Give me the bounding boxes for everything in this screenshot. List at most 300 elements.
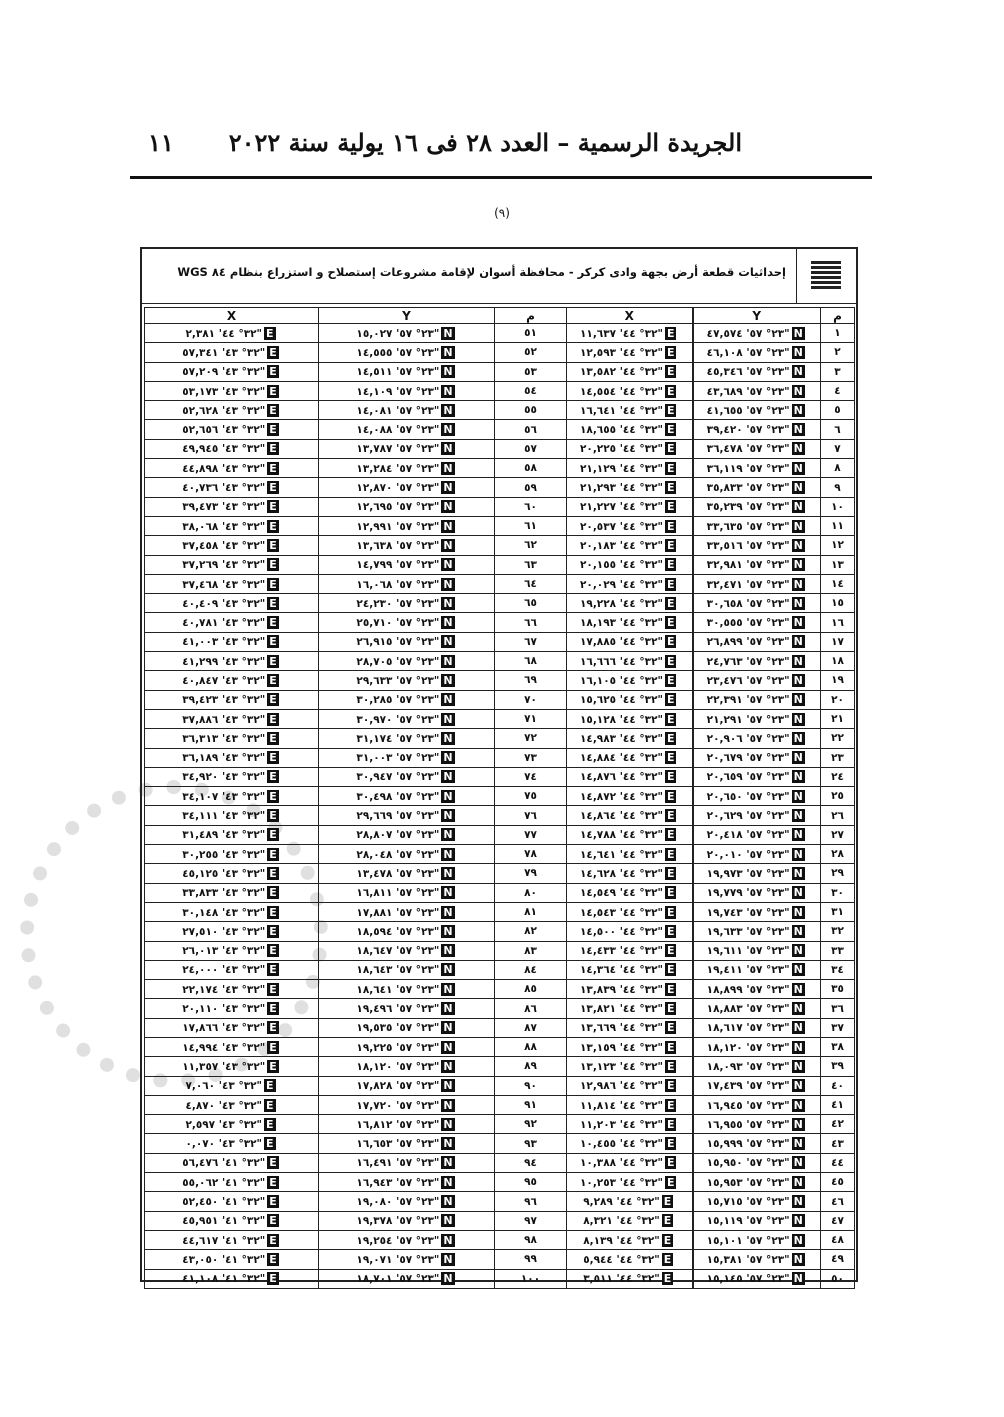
- point-index: ١: [821, 324, 855, 343]
- latitude-cell-value: ٢٣° ٥٧' ١٩,٦٣٣": [706, 925, 790, 938]
- latitude-cell-value: ٢٣° ٥٧' ٢٠,٦٥٠": [706, 790, 790, 803]
- point-index: ١٩: [821, 671, 855, 690]
- point-index: ٩٣: [495, 1134, 567, 1153]
- longitude-cell-value: ٣٢° ٤٣' ٣٠,١٤٨": [182, 906, 266, 919]
- latitude-cell-value: ٢٣° ٥٧' ٢٠,٦٢٩": [706, 810, 790, 823]
- latitude-cell: [319, 1230, 495, 1249]
- hemisphere-label: N: [793, 673, 803, 687]
- hemisphere-label: N: [443, 596, 453, 610]
- latitude-cell: [693, 343, 821, 362]
- table-row: [145, 825, 855, 844]
- table-row: [145, 1211, 855, 1230]
- hemisphere-label: E: [666, 345, 675, 359]
- latitude-cell: [693, 690, 821, 709]
- latitude-cell-value: ٢٣° ٥٧' ٢٢,٣٩١": [706, 694, 790, 707]
- latitude-cell: [693, 1211, 821, 1230]
- point-index: ٤: [821, 381, 855, 400]
- latitude-cell: [319, 825, 495, 844]
- longitude-cell-value: ٣٢° ٤٤' ٢١,٢٩٣": [580, 482, 663, 495]
- point-index: ١٤: [821, 574, 855, 593]
- hemisphere-label: N: [443, 500, 453, 514]
- table-row: [145, 690, 855, 709]
- latitude-cell-value: ٢٣° ٥٧' ١٩,٤٩٦": [356, 1003, 440, 1016]
- point-index: ٦٠: [495, 497, 567, 516]
- hemisphere-label: E: [666, 1175, 675, 1189]
- longitude-cell: [145, 883, 319, 902]
- longitude-cell-value: ٣٢° ٤٣' ٣١,٤٨٩": [182, 829, 266, 842]
- latitude-cell: [319, 613, 495, 632]
- longitude-cell: [145, 748, 319, 767]
- table-row: [145, 1153, 855, 1172]
- latitude-cell-value: ٢٣° ٥٧' ١٨,٨٨٣": [706, 1003, 790, 1016]
- latitude-cell-value: ٢٣° ٥٧' ١٦,٤٩١": [356, 1157, 440, 1170]
- latitude-cell: [693, 459, 821, 478]
- hemisphere-label: N: [793, 1195, 803, 1208]
- table-row: [145, 1057, 855, 1076]
- longitude-cell: [145, 980, 319, 999]
- longitude-cell-value: ٣٢° ٤٤' ١٦,١٠٥": [580, 674, 663, 687]
- longitude-cell-value: ٣٢° ٤٣' ٣٧,٢٦٩": [182, 559, 266, 572]
- point-index: ٨٩: [495, 1057, 567, 1076]
- latitude-cell: [319, 459, 495, 478]
- latitude-cell-value: ٢٣° ٥٧' ١٨,٠٩٣": [706, 1060, 790, 1073]
- longitude-cell: [145, 459, 319, 478]
- latitude-cell: [319, 748, 495, 767]
- latitude-cell-value: ٢٣° ٥٧' ٣٠,٥٥٥": [706, 617, 790, 630]
- longitude-cell: [567, 343, 693, 362]
- hemisphere-label: E: [666, 519, 675, 533]
- longitude-cell-value: ٣٢° ٤٣' ٢٤,٠٠٠": [182, 964, 266, 977]
- table-row: [145, 594, 855, 613]
- longitude-cell-value: ٣٢° ٤٣' ٣٤,١١١": [182, 810, 266, 823]
- latitude-cell: [693, 1134, 821, 1153]
- latitude-cell: [319, 497, 495, 516]
- longitude-cell: [567, 652, 693, 671]
- page-header: [130, 126, 872, 166]
- hemisphere-label: N: [793, 384, 803, 398]
- hemisphere-label: N: [793, 326, 803, 340]
- hemisphere-label: N: [793, 809, 803, 823]
- col-index2-header: م: [495, 308, 567, 324]
- table-row: [145, 960, 855, 979]
- hemisphere-label: N: [443, 1272, 453, 1286]
- latitude-cell: [319, 1192, 495, 1211]
- longitude-cell-value: ٣٢° ٤٣' ٣٧,٤٥٨": [182, 539, 266, 552]
- hemisphere-label: E: [269, 500, 277, 514]
- latitude-cell: [319, 401, 495, 420]
- longitude-cell: [145, 1269, 319, 1288]
- longitude-cell: [145, 401, 319, 420]
- hemisphere-label: N: [443, 809, 453, 823]
- latitude-cell: [693, 439, 821, 458]
- longitude-cell: [567, 767, 693, 786]
- latitude-cell: [693, 671, 821, 690]
- latitude-cell-value: ٢٣° ٥٧' ٢٨,٠٤٨": [356, 848, 440, 861]
- latitude-cell: [693, 401, 821, 420]
- latitude-cell-value: ٢٣° ٥٧' ٢٤,٧٦٣": [706, 655, 790, 668]
- point-index: ٩٠: [495, 1076, 567, 1095]
- longitude-cell-value: ٣٢° ٤٤' ١٢,٩٨٦": [580, 1080, 663, 1093]
- point-index: ٤٠: [821, 1076, 855, 1095]
- hemisphere-label: E: [269, 1214, 277, 1228]
- latitude-cell-value: ٢٣° ٥٧' ٣٣,٥١٦": [706, 539, 790, 552]
- longitude-cell-value: ٣٢° ٤٣' ٤٥,١٢٥": [182, 867, 266, 880]
- latitude-cell: [693, 652, 821, 671]
- hemisphere-label: E: [269, 770, 277, 784]
- longitude-cell-value: ٣٢° ٤٣' ٤,٨٧٠": [185, 1099, 263, 1112]
- hemisphere-label: E: [666, 1137, 675, 1151]
- longitude-cell: [145, 1211, 319, 1230]
- longitude-cell-value: ٣٢° ٤٣' ٤٠,٧٨١": [182, 617, 266, 630]
- point-index: ٩٤: [495, 1153, 567, 1172]
- latitude-cell-value: ٢٣° ٥٧' ٢٨,٧٠٥": [356, 655, 440, 668]
- latitude-cell-value: ٢٣° ٥٧' ٣١,٠٠٣": [356, 752, 440, 765]
- longitude-cell: [567, 536, 693, 555]
- latitude-cell: [319, 883, 495, 902]
- longitude-cell: [567, 1153, 693, 1172]
- latitude-cell-value: ٢٣° ٥٧' ١٩,٠٨٠": [356, 1196, 440, 1208]
- point-index: ٥: [821, 401, 855, 420]
- longitude-cell: [145, 690, 319, 709]
- point-index: ٦٩: [495, 671, 567, 690]
- longitude-cell: [567, 381, 693, 400]
- col-x2-header: X: [145, 308, 319, 324]
- latitude-cell-value: ٢٣° ٥٧' ٣٠,٢٨٥": [356, 694, 440, 707]
- latitude-cell: [693, 497, 821, 516]
- longitude-cell: [567, 980, 693, 999]
- latitude-cell: [693, 1115, 821, 1134]
- point-index: ٣٤: [821, 960, 855, 979]
- hemisphere-label: N: [443, 924, 453, 938]
- hemisphere-label: N: [793, 1252, 803, 1266]
- hemisphere-label: E: [266, 1098, 274, 1112]
- latitude-cell: [693, 999, 821, 1018]
- point-index: ٤١: [821, 1095, 855, 1114]
- table-caption-bar: [142, 249, 856, 304]
- table-row: [145, 1095, 855, 1114]
- latitude-cell: [693, 902, 821, 921]
- table-row: [145, 1115, 855, 1134]
- longitude-cell: [145, 864, 319, 883]
- latitude-cell: [693, 516, 821, 535]
- table-row: [145, 1192, 855, 1211]
- latitude-cell-value: ٢٣° ٥٧' ٣٠,٤٩٨": [356, 790, 440, 803]
- point-index: ٧٠: [495, 690, 567, 709]
- latitude-cell: [319, 632, 495, 651]
- point-index: ٥١: [495, 324, 567, 343]
- longitude-cell: [567, 729, 693, 748]
- longitude-cell: [567, 1037, 693, 1056]
- point-index: ٣٨: [821, 1037, 855, 1056]
- hemisphere-label: E: [666, 384, 675, 398]
- latitude-cell-value: ٢٣° ٥٧' ٣٠,٩٧٠": [356, 713, 440, 726]
- point-index: ٧٩: [495, 864, 567, 883]
- point-index: ١٥: [821, 594, 855, 613]
- latitude-cell: [319, 1134, 495, 1153]
- authority-logo: [796, 249, 856, 303]
- hemisphere-label: N: [793, 519, 803, 533]
- hemisphere-label: E: [269, 1195, 277, 1208]
- longitude-cell: [145, 671, 319, 690]
- hemisphere-label: N: [793, 789, 803, 803]
- hemisphere-label: E: [266, 1079, 274, 1093]
- longitude-cell: [145, 381, 319, 400]
- hemisphere-label: E: [663, 1233, 672, 1247]
- longitude-cell-value: ٣٢° ٤٣' ٥٧,٣٤١": [182, 346, 266, 359]
- hemisphere-label: N: [793, 982, 803, 996]
- hemisphere-label: N: [793, 1272, 803, 1286]
- latitude-cell: [693, 748, 821, 767]
- hemisphere-label: N: [443, 944, 453, 958]
- point-index: ٦٣: [495, 555, 567, 574]
- hemisphere-label: N: [443, 365, 453, 379]
- longitude-cell: [567, 883, 693, 902]
- longitude-cell: [145, 1173, 319, 1192]
- hemisphere-label: N: [443, 1195, 453, 1208]
- hemisphere-label: N: [443, 519, 453, 533]
- latitude-cell-value: ٢٣° ٥٧' ١٥,٩٩٩": [706, 1138, 790, 1151]
- latitude-cell: [319, 1153, 495, 1172]
- point-index: ٨٧: [495, 1018, 567, 1037]
- table-row: [145, 516, 855, 535]
- hemisphere-label: E: [666, 326, 675, 340]
- table-row: [145, 1134, 855, 1153]
- latitude-cell-value: ٢٣° ٥٧' ٣١,١٧٤": [356, 732, 440, 745]
- longitude-cell-value: ٣٢° ٤١' ٤٣,٠٥٠": [182, 1253, 266, 1266]
- latitude-cell: [319, 806, 495, 825]
- hemisphere-label: E: [269, 423, 277, 437]
- latitude-cell-value: ٢٣° ٥٧' ٢٠,٦٥٩": [706, 771, 790, 784]
- point-index: ٣: [821, 362, 855, 381]
- latitude-cell-value: ٢٣° ٥٧' ١٧,٧٢٠": [356, 1099, 440, 1112]
- hemisphere-label: N: [793, 345, 803, 359]
- latitude-cell-value: ٢٣° ٥٧' ١٥,١٠١": [706, 1234, 790, 1247]
- hemisphere-label: N: [443, 847, 453, 861]
- longitude-cell-value: ٣٢° ٤٤' ١٣,٦٦٩": [580, 1022, 663, 1035]
- hemisphere-label: E: [269, 693, 277, 707]
- longitude-cell: [145, 806, 319, 825]
- longitude-cell: [567, 1095, 693, 1114]
- latitude-cell-value: ٢٣° ٥٧' ٣٢,٤٧١": [706, 578, 790, 591]
- point-index: ٤٩: [821, 1250, 855, 1269]
- hemisphere-label: E: [269, 442, 277, 456]
- hemisphere-label: N: [793, 1156, 803, 1170]
- latitude-cell: [319, 362, 495, 381]
- latitude-cell-value: ٢٣° ٥٧' ١٣,٢٨٤": [356, 462, 440, 475]
- hemisphere-label: E: [269, 924, 277, 938]
- table-header-row: [145, 308, 855, 324]
- point-index: ٨٨: [495, 1037, 567, 1056]
- latitude-cell: [693, 478, 821, 497]
- latitude-cell: [693, 960, 821, 979]
- hemisphere-label: E: [666, 944, 675, 958]
- table-row: [145, 632, 855, 651]
- latitude-cell-value: ٢٣° ٥٧' ١٨,٦٤١": [356, 983, 440, 996]
- table-row: [145, 478, 855, 497]
- point-index: ١٠: [821, 497, 855, 516]
- hemisphere-label: E: [666, 442, 675, 456]
- latitude-cell-value: ٢٣° ٥٧' ١٤,٥١١": [356, 366, 440, 379]
- latitude-cell: [319, 652, 495, 671]
- hemisphere-label: N: [443, 1117, 453, 1131]
- hemisphere-label: E: [666, 866, 675, 880]
- hemisphere-label: E: [663, 1195, 672, 1208]
- hemisphere-label: N: [443, 1040, 453, 1054]
- longitude-cell: [567, 516, 693, 535]
- longitude-cell: [145, 516, 319, 535]
- point-index: ٩٧: [495, 1211, 567, 1230]
- longitude-cell-value: ٣٢° ٤٤' ٢٠,٢٢٥": [580, 443, 663, 456]
- table-row: [145, 652, 855, 671]
- longitude-cell-value: ٣٢° ٤٣' ٣٦,١٨٩": [182, 752, 266, 765]
- longitude-cell: [145, 536, 319, 555]
- latitude-cell: [693, 1095, 821, 1114]
- hemisphere-label: E: [666, 423, 675, 437]
- hemisphere-label: E: [269, 673, 277, 687]
- longitude-cell: [145, 555, 319, 574]
- table-row: [145, 420, 855, 439]
- latitude-cell: [693, 1037, 821, 1056]
- longitude-cell: [567, 845, 693, 864]
- point-index: ٤٣: [821, 1134, 855, 1153]
- longitude-cell-value: ٣٢° ٤٤' ١٤,٩٨٣": [580, 732, 663, 745]
- latitude-cell-value: ٢٣° ٥٧' ٤١,٦٥٥": [706, 404, 790, 417]
- longitude-cell-value: ٣٢° ٤١' ٥٥,٠٦٢": [182, 1176, 266, 1189]
- hemisphere-label: E: [666, 365, 675, 379]
- hemisphere-label: N: [793, 693, 803, 707]
- longitude-cell-value: ٣٢° ٤٣' ٢,٥٩٧": [185, 1118, 263, 1131]
- longitude-cell: [145, 1153, 319, 1172]
- longitude-cell: [145, 999, 319, 1018]
- longitude-cell: [567, 632, 693, 651]
- longitude-cell-value: ٣٢° ٤٤' ١١,٢٠٣": [580, 1118, 663, 1131]
- hemisphere-label: E: [269, 944, 277, 958]
- point-index: ٥٨: [495, 459, 567, 478]
- point-index: ٨٤: [495, 960, 567, 979]
- latitude-cell-value: ٢٣° ٥٧' ١٥,١١٩": [706, 1215, 790, 1228]
- point-index: ٤٢: [821, 1115, 855, 1134]
- latitude-cell-value: ٢٣° ٥٧' ٢٣,٤٧٦": [706, 674, 790, 687]
- table-row: [145, 902, 855, 921]
- longitude-cell-value: ٣٢° ٤٤' ١٠,٣٨٨": [580, 1157, 663, 1170]
- longitude-cell: [567, 439, 693, 458]
- point-index: ٣٠: [821, 883, 855, 902]
- hemisphere-label: N: [793, 365, 803, 379]
- latitude-cell-value: ٢٣° ٥٧' ٤٦,١٠٨": [706, 346, 790, 359]
- longitude-cell: [567, 1173, 693, 1192]
- hemisphere-label: E: [269, 538, 277, 552]
- point-index: ٦١: [495, 516, 567, 535]
- hemisphere-label: E: [269, 1002, 277, 1016]
- latitude-cell-value: ٢٣° ٥٧' ٢٩,٦٦٩": [356, 810, 440, 823]
- hemisphere-label: N: [793, 847, 803, 861]
- longitude-cell: [145, 478, 319, 497]
- longitude-cell: [145, 1095, 319, 1114]
- point-index: ٦٧: [495, 632, 567, 651]
- longitude-cell-value: ٣٢° ٤٤' ٢١,٢٢٧": [580, 501, 663, 514]
- hemisphere-label: N: [443, 461, 453, 475]
- point-index: ٦٦: [495, 613, 567, 632]
- longitude-cell-value: ٣٢° ٤١' ٤١,١٠٨": [182, 1273, 266, 1286]
- hemisphere-label: N: [793, 500, 803, 514]
- latitude-cell-value: ٢٣° ٥٧' ٣٣,٦٣٥": [706, 520, 790, 533]
- hemisphere-label: N: [793, 712, 803, 726]
- col-y2-header: Y: [319, 308, 495, 324]
- longitude-cell: [145, 1115, 319, 1134]
- longitude-cell: [567, 864, 693, 883]
- hemisphere-label: E: [666, 789, 675, 803]
- table-row: [145, 1250, 855, 1269]
- hemisphere-label: N: [443, 481, 453, 495]
- hemisphere-label: E: [269, 828, 277, 842]
- latitude-cell: [693, 767, 821, 786]
- hemisphere-label: N: [443, 345, 453, 359]
- hemisphere-label: E: [266, 1117, 274, 1131]
- hemisphere-label: N: [793, 577, 803, 591]
- latitude-cell-value: ٢٣° ٥٧' ١٢,٩٩١": [356, 520, 440, 533]
- latitude-cell-value: ٢٣° ٥٧' ١٤,١٠٩": [356, 385, 440, 398]
- latitude-cell-value: ٢٣° ٥٧' ١٩,٠٧١": [356, 1253, 440, 1266]
- hemisphere-label: N: [443, 423, 453, 437]
- point-index: ٩: [821, 478, 855, 497]
- hemisphere-label: N: [443, 751, 453, 765]
- longitude-cell-value: ٣٢° ٤١' ٥٦,٤٧٦": [182, 1157, 266, 1170]
- longitude-cell: [145, 825, 319, 844]
- point-index: ٧٨: [495, 845, 567, 864]
- col-y-header: Y: [693, 308, 821, 324]
- longitude-cell-value: ٣٢° ٤٣' ١٧,٨٦٦": [182, 1022, 266, 1035]
- point-index: ٢٨: [821, 845, 855, 864]
- hemisphere-label: E: [663, 1214, 672, 1228]
- longitude-cell: [145, 420, 319, 439]
- latitude-cell-value: ٢٣° ٥٧' ١٧,٤٣٩": [706, 1080, 790, 1093]
- latitude-cell: [319, 574, 495, 593]
- latitude-cell-value: ٢٣° ٥٧' ١٤,٠٨١": [356, 404, 440, 417]
- hemisphere-label: E: [269, 616, 277, 630]
- longitude-cell-value: ٣٢° ٤٤' ٥,٩٤٤": [583, 1253, 660, 1266]
- hemisphere-label: E: [666, 558, 675, 572]
- hemisphere-label: N: [443, 616, 453, 630]
- hemisphere-label: N: [443, 905, 453, 919]
- latitude-cell: [319, 960, 495, 979]
- longitude-cell-value: ٣٢° ٤٣' ٢٠,١١٠": [182, 1003, 266, 1016]
- latitude-cell-value: ٢٣° ٥٧' ٢٩,٦٣٣": [356, 674, 440, 687]
- hemisphere-label: N: [443, 326, 453, 340]
- point-index: ٢٥: [821, 787, 855, 806]
- latitude-cell-value: ٢٣° ٥٧' ٣٩,٤٢٠": [706, 424, 790, 437]
- hemisphere-label: N: [443, 384, 453, 398]
- hemisphere-label: N: [793, 654, 803, 668]
- latitude-cell-value: ٢٣° ٥٧' ٣٦,١١٩": [706, 462, 790, 475]
- hemisphere-label: N: [793, 963, 803, 977]
- latitude-cell: [319, 594, 495, 613]
- longitude-cell: [567, 1134, 693, 1153]
- hemisphere-label: E: [269, 403, 277, 417]
- table-row: [145, 980, 855, 999]
- hemisphere-label: N: [793, 1079, 803, 1093]
- hemisphere-label: E: [666, 500, 675, 514]
- latitude-cell-value: ٢٣° ٥٧' ٢٥,٧١٠": [356, 617, 440, 630]
- longitude-cell: [567, 671, 693, 690]
- longitude-cell-value: ٣٢° ٤٤' ١٤,٦٤١": [580, 848, 663, 861]
- latitude-cell: [693, 806, 821, 825]
- longitude-cell-value: ٣٢° ٤٣' ٣٧,٨٨٦": [182, 713, 266, 726]
- hemisphere-label: E: [666, 693, 675, 707]
- hemisphere-label: E: [666, 1079, 675, 1093]
- longitude-cell-value: ٣٢° ٤٣' ٥٢,٦٢٨": [182, 404, 266, 417]
- latitude-cell: [319, 709, 495, 728]
- longitude-cell-value: ٣٢° ٤٣' ٣٤,١٠٧": [182, 790, 266, 803]
